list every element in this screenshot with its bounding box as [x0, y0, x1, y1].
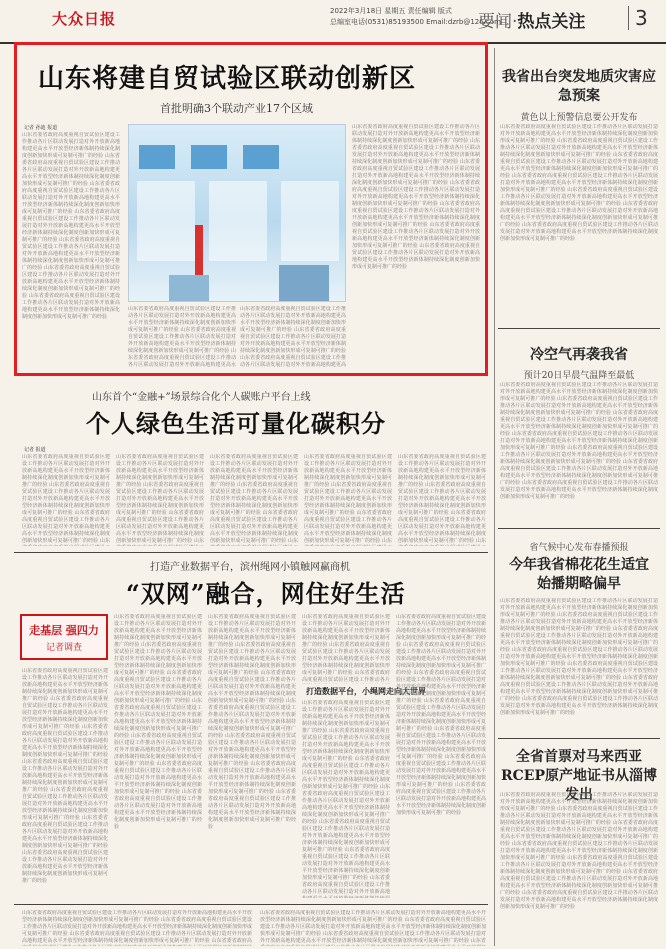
right4-headline: 全省首票对马来西亚RCEP原产地证书从淄博发出 [501, 749, 657, 803]
story2-byline: 记者 报道 [24, 447, 46, 453]
divider-r1 [498, 328, 660, 329]
section-sub: 热点关注 [517, 12, 586, 32]
lead-text-col-2 [128, 306, 236, 368]
story3-subhead: 打造数据平台，小绳网走向大世界 [306, 687, 426, 696]
story3-text-col-4b [302, 700, 390, 898]
right1-headline: 我省出台突发地质灾害应急预案 [502, 69, 656, 104]
lead-byline: 记者 孙迪 报道 [24, 125, 58, 131]
story3-text-col-1 [22, 668, 108, 898]
bottom-text-right [260, 910, 486, 946]
lead-text-col-3 [240, 306, 346, 368]
masthead [0, 0, 666, 44]
divider-r2 [498, 528, 660, 529]
infographic-image [129, 125, 347, 303]
divider-1 [14, 552, 488, 553]
story3-text-col-2 [114, 614, 202, 898]
contact-line: 总编室电话(0531)85193500 Email:dzrb@126.com [330, 18, 501, 26]
story2-kicker: 山东首个“金融+”场景综合化个人碳账户平台上线 [92, 392, 311, 403]
story2-text-col-3 [210, 454, 298, 546]
page-number: 3 [628, 6, 648, 30]
column-badge-title: 走基层 强四力 [29, 624, 99, 637]
story3-kicker: 打造产业数据平台，滨州绳网小镇触网赢商机 [150, 562, 350, 573]
date-line: 2022年3月18日 星期五 责任编辑 版式 [330, 7, 452, 15]
section-title: 要闻·热点关注 [478, 12, 586, 32]
issue-meta [330, 6, 501, 28]
lead-text-col-1 [22, 132, 120, 368]
right1-subheadline: 黄色以上预警信息要公开发布 [520, 113, 638, 123]
right3-headline: 今年我省棉花花生适宜始播期略偏早 [509, 557, 649, 592]
right2-text [500, 382, 658, 522]
lead-infographic [128, 124, 346, 302]
story3-text-col-3 [208, 614, 296, 898]
column-badge [20, 614, 108, 660]
story2-headline: 个人绿色生活可量化碳积分 [86, 409, 386, 438]
story3-text-col-5 [396, 614, 486, 898]
lead-text-col-4 [352, 124, 480, 368]
story3-text-col-4a [302, 614, 390, 684]
story2-text-col-5 [398, 454, 486, 546]
story3-headline: “双网”融合，网住好生活 [126, 579, 406, 608]
story2-text-col-4 [304, 454, 392, 546]
bottom-text-left [22, 910, 252, 946]
divider-r3 [498, 738, 660, 739]
section-main: 要闻 [478, 12, 512, 32]
right4-text [500, 792, 658, 946]
newspaper-logo: 大众日报 [52, 10, 117, 28]
right2-headline: 冷空气再袭我省 [530, 347, 628, 363]
lead-headline: 山东将建自贸试验区联动创新区 [38, 64, 417, 94]
story2-text-col-2 [116, 454, 204, 546]
column-badge-sub: 记者调查 [45, 643, 82, 653]
right1-text [500, 124, 658, 320]
column-rule [494, 48, 495, 946]
divider-2 [14, 904, 488, 905]
right2-subheadline: 预计20日早晨气温降至最低 [523, 371, 635, 381]
right3-kicker: 省气候中心发布春播预报 [529, 543, 629, 553]
lead-subheadline: 首批明确3个联动产业17个区域 [160, 102, 313, 115]
right3-text [500, 598, 658, 732]
story2-text-col-1 [22, 454, 110, 546]
